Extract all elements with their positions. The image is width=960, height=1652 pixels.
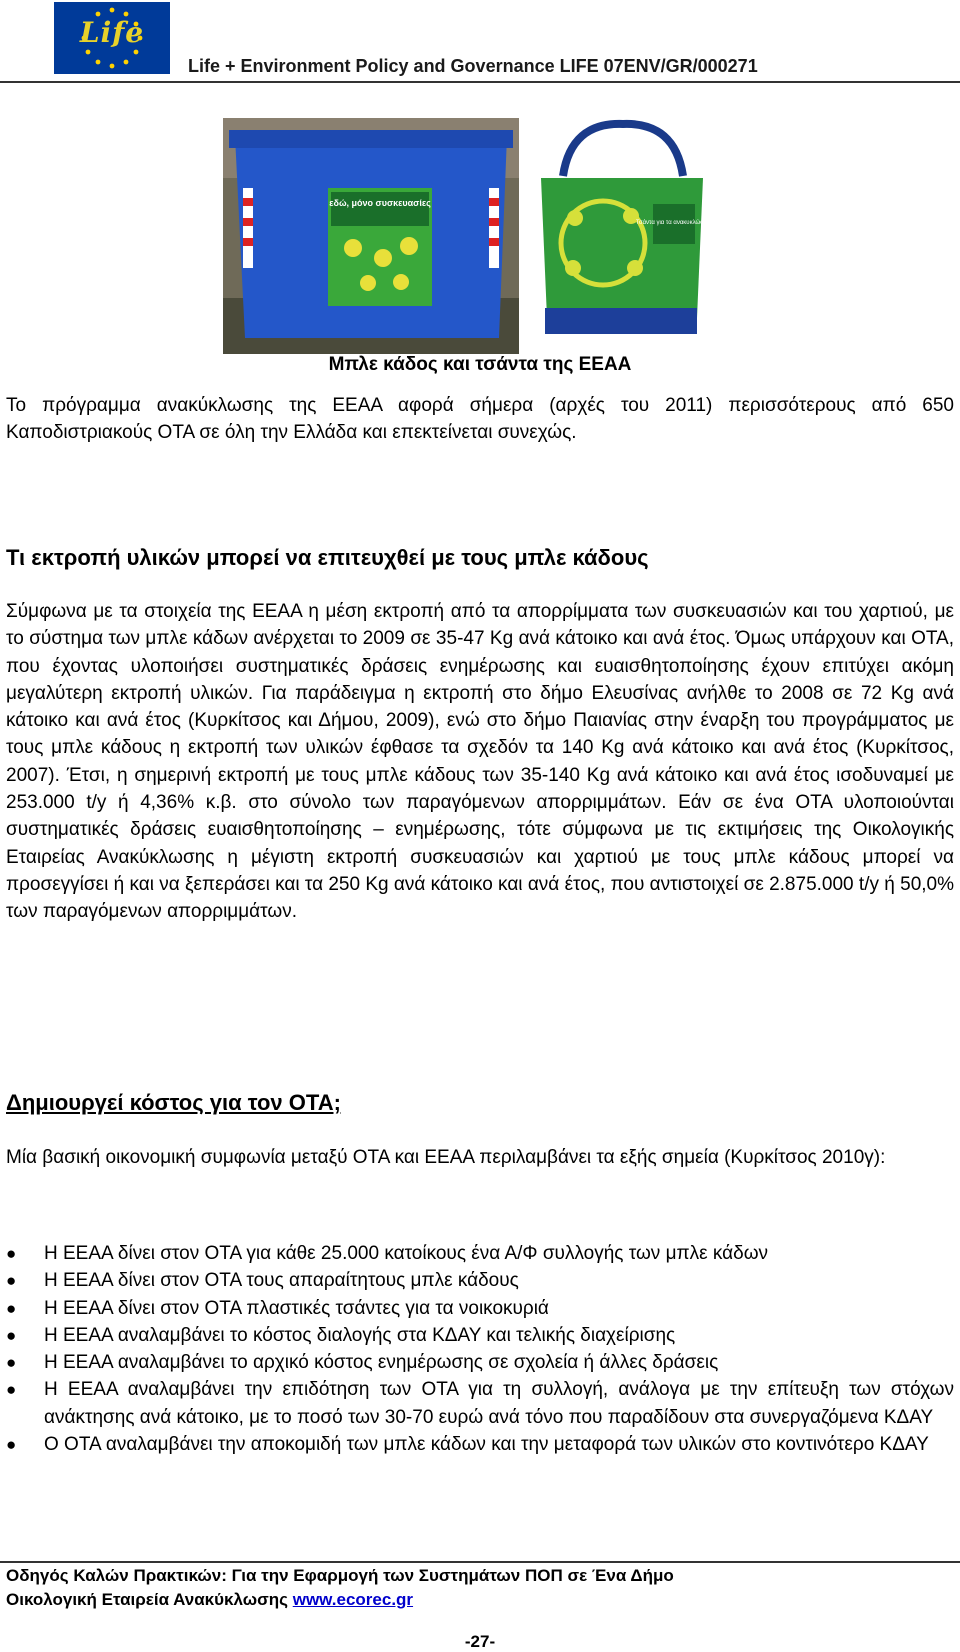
bag-label: Τσάντα για τα ανακυκλώσιμα — [635, 220, 713, 226]
intro-paragraph: Το πρόγραμμα ανακύκλωσης της ΕΕΑΑ αφορά σήμερα (αρχές του 2011) περισσότερους από 650 Καποδιστριακούς ΟΤΑ σε όλη την Ελλάδα και επεκτείνεται συνεχώς. — [6, 395, 954, 444]
logo-wordmark: Life — [79, 16, 145, 49]
list-item: ● Η ΕΕΑΑ αναλαμβάνει το κόστος διαλογής στα ΚΔΑΥ και τελικής διαχείρισης — [6, 1322, 954, 1349]
life-eu-logo — [54, 2, 170, 74]
footer-org-name: Οικολογική Εταιρεία Ανακύκλωσης — [6, 1590, 288, 1609]
list-item: ● Η ΕΕΑΑ αναλαμβάνει την επιδότηση των ΟΤΑ για τη συλλογή, ανάλογα με την επίτευξη των στόχων ανάκτησης ανά κάτοικο, με το ποσό των 30-70 ευρώ ανά τόνο που παραδίδουν στα συνεργαζόμενα ΚΔΑΥ — [6, 1376, 954, 1431]
bullet-icon: ● — [6, 1380, 17, 1400]
bullet-icon: ● — [6, 1271, 17, 1291]
header-title: Life + Environment Policy and Governance LIFE 07ENV/GR/000271 — [188, 56, 758, 76]
cost-intro-paragraph: Μία βασική οικονομική συμφωνία μεταξύ ΟΤΑ και ΕΕΑΑ περιλαμβάνει τα εξής σημεία (Κυρκίτσος 2010γ): — [6, 1147, 886, 1168]
figure-caption: Μπλε κάδος και τσάντα της ΕΕΑΑ — [328, 354, 632, 375]
footer-website-link[interactable]: www.ecorec.gr — [292, 1590, 414, 1609]
header-divider — [0, 81, 960, 83]
list-item: ● Η ΕΕΑΑ αναλαμβάνει το αρχικό κόστος ενημέρωσης σε σχολεία ή άλλες δράσεις — [6, 1349, 954, 1376]
bullet-icon: ● — [6, 1244, 17, 1263]
bullet-icon: ● — [6, 1435, 17, 1455]
bullet-icon: ● — [6, 1298, 17, 1318]
page-number: -27- — [464, 1632, 496, 1651]
list-item: ● Η ΕΕΑΑ δίνει στον ΟΤΑ πλαστικές τσάντες για τα νοικοκυριά — [6, 1295, 954, 1322]
green-bag-icon — [541, 178, 703, 318]
footer-organization — [6, 1590, 413, 1610]
footer-guide-title: Οδηγός Καλών Πρακτικών: Για την Εφαρμογή των Συστημάτων ΠΟΠ σε Ένα Δήμο — [6, 1566, 674, 1585]
list-item: ● Η ΕΕΑΑ δίνει στον ΟΤΑ για κάθε 25.000 κατοίκους ένα Α/Φ συλλογής των μπλε κάδων — [6, 1240, 954, 1267]
diversion-paragraph: Σύμφωνα με τα στοιχεία της ΕΕΑΑ η μέση εκτροπή από τα απορρίμματα των συσκευασιών και του χαρτιού, με το σύστημα των μπλε κάδων ανέρχεται το 2009 σε 35-47 Kg ανά κάτοικο και ανά έτος. Όμως υπάρχουν και ΟΤΑ, που έχοντας υλοποιήσει συστηματικές δράσεις ενημέρωσης και ευαισθητοποίησης έχουν επιτύχει ακόμη μεγαλύτερη εκτροπή υλικών. Για παράδειγμα η εκτροπή στο δήμο Ελευσίνας ανήλθε το 2008 σε 72 Kg ανά κάτοικο και ανά έτος (Κυρκίτσος και Δήμου, 2009), ενώ στο δήμο Παιανίας στην έναρξη του προγράμματος με τους μπλε κάδους η εκτροπή των υλικών έφθασε τα σχεδόν τα 140 Kg ανά κάτοικο και ανά έτος (Κυρκίτσος, 2007). Έτσι, η σημερινή εκτροπή με τους μπλε κάδους των 35-140 Kg ανά κάτοικο και ανά έτος ισοδυναμεί με 253.000 t/y ή 4,36% κ.β. στο σύνολο των παραγόμενων απορριμμάτων. Εάν σε ένα ΟΤΑ υλοποιούνται συστηματικές δράσεις ευαισθητοποίησης – ενημέρωσης, τότε σύμφωνα με τις εκτιμήσεις της Οικολογικής Εταιρείας Ανακύκλωσης η μέγιστη εκτροπή συσκευασιών και χαρτιού με τους μπλε κάδους μπορεί να προσεγγίσει ή και να ξεπεράσει και τα 250 Kg ανά κάτοικο και ανά έτος, που αντιστοιχεί σε 2.875.000 t/y ή 50,0% των παραγόμενων απορριμμάτων. — [6, 601, 954, 923]
list-item: ● Ο ΟΤΑ αναλαμβάνει την αποκομιδή των μπλε κάδων και την μεταφορά των υλικών στο κοντινότερο ΚΔΑΥ — [6, 1431, 954, 1458]
bin-sticker-label: εδώ, μόνο συσκευασίες — [329, 198, 431, 208]
blue-bin-and-bag-photo — [223, 118, 735, 354]
page-header — [0, 0, 960, 84]
list-item: ● Η ΕΕΑΑ δίνει στον ΟΤΑ τους απαραίτητους μπλε κάδους — [6, 1267, 954, 1294]
bullet-icon: ● — [6, 1353, 17, 1373]
bullet-icon: ● — [6, 1325, 17, 1345]
footer-divider — [0, 1561, 960, 1563]
section-heading-cost: Δημιουργεί κόστος για τον ΟΤΑ; — [6, 1090, 341, 1115]
section-heading-diversion: Τι εκτροπή υλικών μπορεί να επιτευχθεί με τους μπλε κάδους — [6, 545, 649, 570]
cost-bullet-list — [6, 1240, 954, 1458]
